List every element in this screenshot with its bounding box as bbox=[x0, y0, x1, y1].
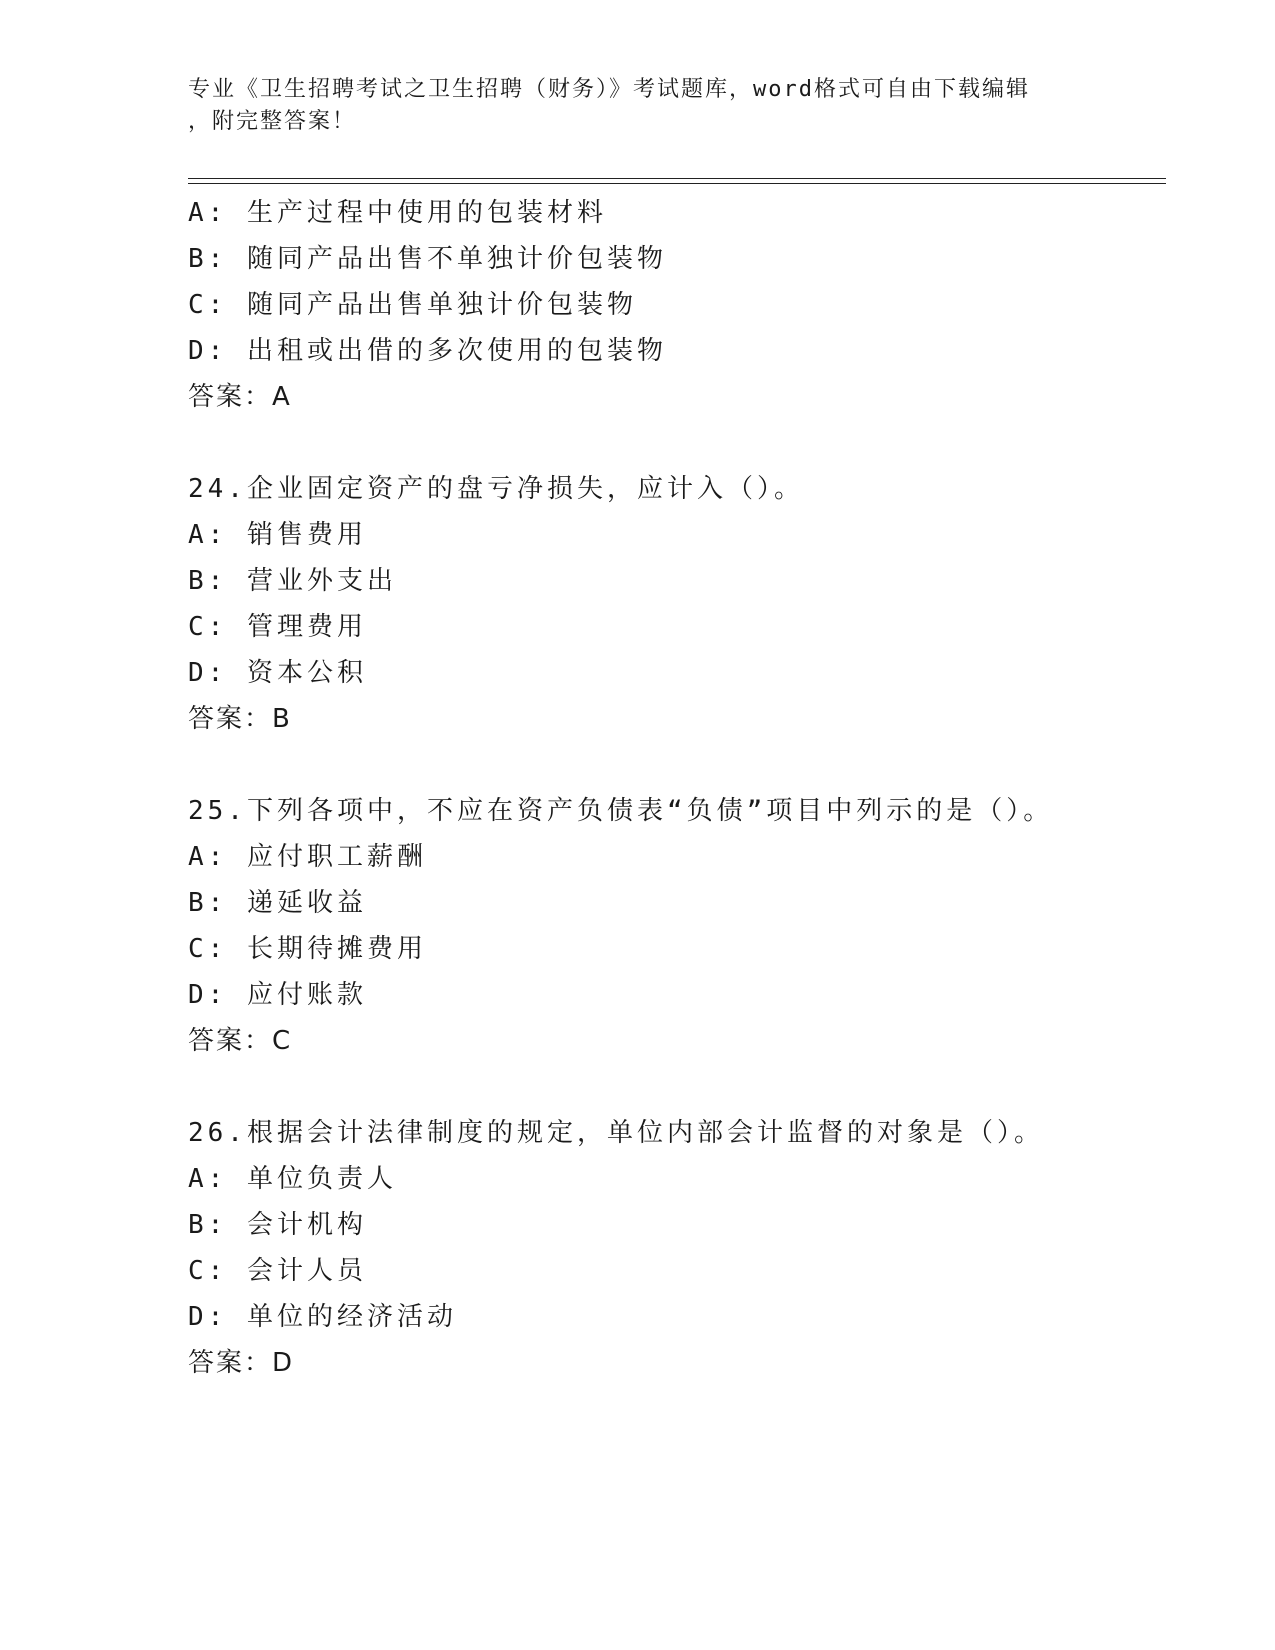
option-d: D: 出租或出借的多次使用的包装物 bbox=[188, 336, 667, 366]
question-26 bbox=[188, 1110, 1168, 1386]
option-c: C: 会计人员 bbox=[188, 1256, 367, 1286]
answer: 答案：C bbox=[188, 1026, 293, 1056]
answer: 答案：B bbox=[188, 704, 292, 734]
question-24 bbox=[188, 466, 1168, 742]
spacer bbox=[188, 742, 1168, 788]
spacer bbox=[188, 1064, 1168, 1110]
option-b: B: 营业外支出 bbox=[188, 566, 397, 596]
option-d: D: 单位的经济活动 bbox=[188, 1302, 457, 1332]
header-divider-top bbox=[188, 178, 1166, 179]
option-a: A: 销售费用 bbox=[188, 520, 367, 550]
spacer bbox=[188, 420, 1168, 466]
option-d: D: 应付账款 bbox=[188, 980, 367, 1010]
option-b: B: 会计机构 bbox=[188, 1210, 367, 1240]
option-b: B: 递延收益 bbox=[188, 888, 367, 918]
question-text: 24.企业固定资产的盘亏净损失，应计入（）。 bbox=[188, 474, 804, 504]
option-a: A: 单位负责人 bbox=[188, 1164, 397, 1194]
answer: 答案：D bbox=[188, 1348, 295, 1378]
option-c: C: 长期待摊费用 bbox=[188, 934, 427, 964]
question-23 bbox=[188, 190, 1168, 420]
header-divider-bottom bbox=[188, 183, 1166, 184]
option-c: C: 随同产品出售单独计价包装物 bbox=[188, 290, 637, 320]
option-b: B: 随同产品出售不单独计价包装物 bbox=[188, 244, 667, 274]
header-line-2: ，附完整答案！ bbox=[188, 109, 357, 134]
question-25 bbox=[188, 788, 1168, 1064]
document-header bbox=[188, 74, 1088, 138]
question-text: 26.根据会计法律制度的规定，单位内部会计监督的对象是（）。 bbox=[188, 1118, 1044, 1148]
option-a: A: 生产过程中使用的包装材料 bbox=[188, 198, 607, 228]
question-list bbox=[188, 190, 1168, 1386]
answer: 答案：A bbox=[188, 382, 292, 412]
option-c: C: 管理费用 bbox=[188, 612, 367, 642]
question-text: 25.下列各项中，不应在资产负债表“负债”项目中列示的是（）。 bbox=[188, 796, 1054, 826]
option-a: A: 应付职工薪酬 bbox=[188, 842, 427, 872]
option-d: D: 资本公积 bbox=[188, 658, 367, 688]
header-line-1: 专业《卫生招聘考试之卫生招聘（财务）》考试题库，word格式可自由下载编辑 bbox=[188, 77, 1030, 102]
